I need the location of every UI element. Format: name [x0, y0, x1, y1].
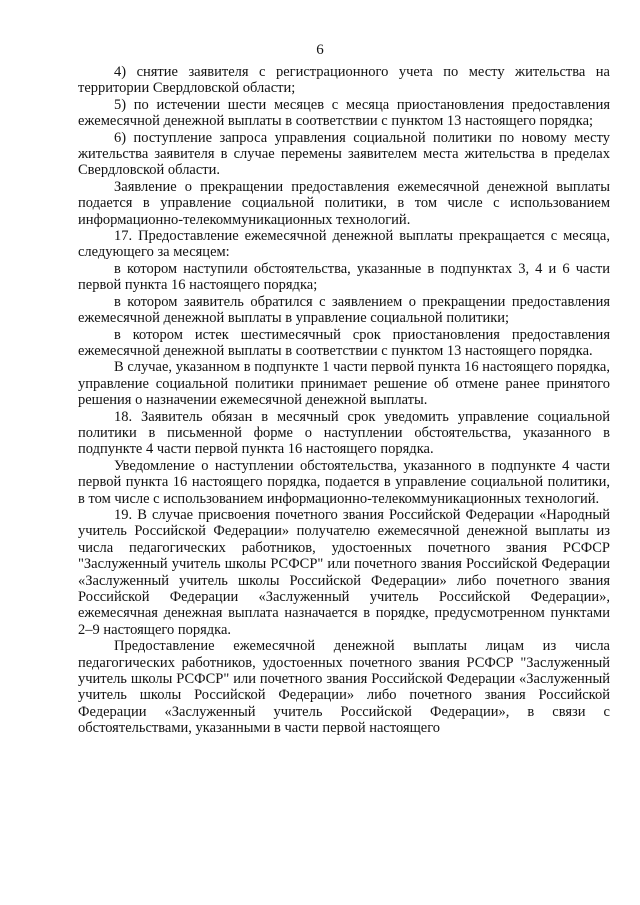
paragraph-clause-18: 18. Заявитель обязан в месячный срок уведомить управление социальной политики в письменной форме о наступлении обстоятельства, указанного в подпункте 4 части первой пункта 16 настоящего порядка.: [78, 408, 610, 458]
paragraph-item-5: 5) по истечении шести месяцев с месяца приостановления предоставления ежемесячной денежной выплаты в соответствии с пунктом 13 настоящего порядка;: [78, 96, 610, 130]
paragraph-termination-application: Заявление о прекращении предоставления ежемесячной денежной выплаты подается в управление социальной политики, в том числе с использованием информационно-телекоммуникационных технологий.: [78, 178, 610, 228]
paragraph-item-6: 6) поступление запроса управления социальной политики по новому месту жительства заявителя в случае перемены заявителем места жительства в пределах Свердловской области.: [78, 129, 610, 179]
paragraph-clause-17-case-3: в котором истек шестимесячный срок приостановления предоставления ежемесячной денежной выплаты в соответствии с пунктом 13 настоящего порядка.: [78, 326, 610, 359]
paragraph-item-4: 4) снятие заявителя с регистрационного учета по месту жительства на территории Свердловской области;: [78, 64, 610, 97]
paragraph-clause-19: 19. В случае присвоения почетного звания Российской Федерации «Народный учитель Российской Федерации» получателю ежемесячной денежной выплаты из числа педагогических работников, удостоенных почетного звания РСФСР "Заслуженный учитель школы РСФСР" или почетного звания Российской Федерации «Заслуженный учитель школы Российской Федерации» либо почетного звания Российской Федерации «Заслуженный учитель Российской Федерации», ежемесячная денежная выплата назначается в порядке, предусмотренном пунктами 2–9 настоящего порядка.: [78, 506, 610, 638]
paragraph-clause-17-case-1: в котором наступили обстоятельства, указанные в подпунктах 3, 4 и 6 части первой пункта 16 настоящего порядка;: [78, 260, 610, 294]
paragraph-clause-19-continuation: Предоставление ежемесячной денежной выплаты лицам из числа педагогических работников, удостоенных почетного звания РСФСР "Заслуженный учитель школы РСФСР" или почетного звания Российской Федерации «Заслуженный учитель школы Российской Федерации» либо почетного звания Российской Федерации «Заслуженный учитель Российской Федерации», в связи с обстоятельствами, указанными в части первой настоящего: [78, 638, 610, 737]
paragraph-notification: Уведомление о наступлении обстоятельства, указанного в подпункте 4 части первой пункта 16 настоящего порядка, подается в управление социальной политики, в том числе с использованием информационно-телекоммуникационных технологий.: [78, 457, 610, 507]
paragraph-cancellation: В случае, указанном в подпункте 1 части первой пункта 16 настоящего порядка, управление социальной политики принимает решение об отмене ранее принятого решения о назначении ежемесячной денежной выплаты.: [78, 359, 610, 409]
page-number: 6: [316, 42, 324, 58]
paragraph-clause-17-case-2: в котором заявитель обратился с заявлением о прекращении предоставления ежемесячной денежной выплаты в управление социальной политики;: [78, 293, 610, 327]
paragraph-clause-17: 17. Предоставление ежемесячной денежной выплаты прекращается с месяца, следующего за месяцем:: [78, 228, 610, 261]
document-body: [78, 64, 610, 737]
